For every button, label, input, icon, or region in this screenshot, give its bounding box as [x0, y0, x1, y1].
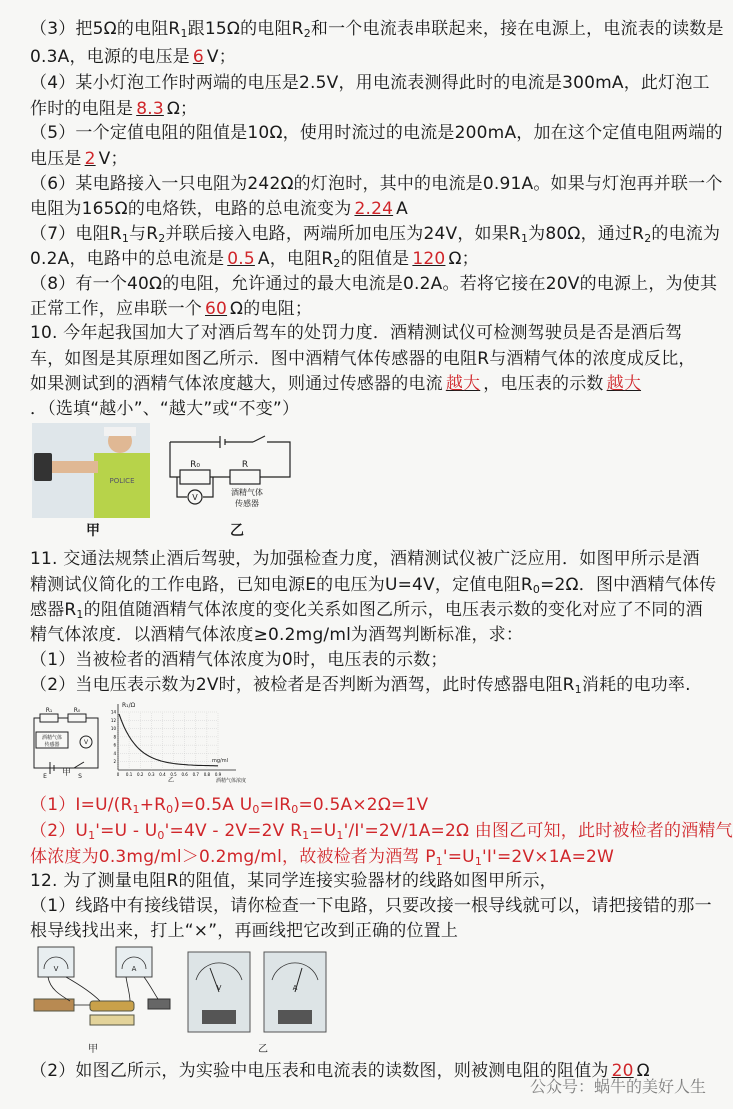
sensor-label-2: 传感器: [235, 499, 259, 508]
q11-fig-jia-caption: 甲: [62, 768, 72, 778]
q4-answer: 8.3: [136, 99, 164, 119]
q5-answer: 2: [84, 149, 96, 169]
q10-answer2: 越大: [606, 374, 642, 394]
ammeter-base: [278, 1010, 312, 1024]
q12-line4: （2）如图乙所示，为实验中电压表和电流表的读数图，则被测电阻的阻值为 20 Ω: [30, 1061, 650, 1081]
battery-pack: [90, 1015, 134, 1025]
q10-photo-figure: [32, 423, 150, 518]
wire-top-right: [260, 442, 290, 477]
q11-fig-yi-caption: 乙: [168, 777, 175, 784]
graph-x-label-2: 酒精气体浓度: [216, 778, 247, 784]
q11-graph-figure: [108, 700, 247, 785]
y-tick-label: 14: [110, 709, 116, 715]
r0-label: R₀: [73, 707, 81, 714]
x-tick-label: 0.7: [192, 772, 199, 777]
x-tick-label: 0.2: [137, 772, 144, 777]
voltmeter-base: [202, 1010, 236, 1024]
vest-text: POLICE: [109, 477, 135, 485]
q11-line3: 感器$R_1$的阻值随酒精气体浓度的变化关系如图乙所示，电压表示数的变化对应了不同的酒: [30, 600, 703, 621]
r1-curve: [119, 714, 218, 766]
switch: [148, 999, 170, 1009]
q12-fig-yi-caption: 乙: [258, 1044, 268, 1055]
breathalyzer-device: [34, 453, 52, 481]
wire-1: [48, 977, 70, 1001]
wire-left: [170, 442, 180, 477]
voltmeter-label: V: [192, 493, 198, 502]
q6-answer: 2.24: [354, 199, 394, 219]
x-tick-label: 0.1: [125, 772, 133, 777]
q10-fig-yi-caption: 乙: [230, 523, 244, 539]
switch-lever: [253, 436, 265, 442]
y-tick-label: 12: [110, 717, 116, 723]
q5-line1: （5）一个定值电阻的阻值是10Ω，使用时流过的电流是200mA，加在这个定值电阻两端的: [30, 123, 723, 143]
q5-line2: 电压是 2 V；: [30, 149, 128, 169]
q10-answer1: 越大: [445, 374, 481, 394]
q11-line6: （2）当电压表示数为2V时，被检者是否判断为酒驾，此时传感器电阻$R_1$消耗的电功率.: [30, 675, 691, 696]
x-tick-label: 0: [116, 772, 120, 777]
q12-line3: 根导线找出来，打上“×”，再画线把它改到正确的位置上: [30, 921, 459, 941]
q11-solution-1: $(1)I=U/(R_1+R_0)=0.5A$ $U_0=IR_0=0.5A\times 2\Omega=1V$: [30, 795, 429, 816]
q4-line2: 作时的电阻是 8.3 Ω；: [30, 99, 198, 119]
graph-grid: [118, 712, 218, 770]
r1-resistor: [40, 714, 58, 722]
switch-label: S: [78, 773, 82, 780]
sensor-label-1: 酒精气体: [41, 735, 63, 741]
q12-line2: （1）线路中有接线错误，请你检查一下电路，只要改接一根导线就可以，请把接错的那一: [30, 896, 712, 916]
battery-label: E: [43, 773, 47, 780]
q7-line1: （7）电阻$R_1$与$R_2$并联后接入电路，两端所加电压为24V，如果$R_1$为80Ω，通过$R_2$的电流为: [30, 224, 721, 245]
r0-resistor: [68, 714, 86, 722]
q12-line1: 12. 为了测量电阻R的阻值，某同学连接实验器材的线路如图甲所示，: [30, 871, 557, 891]
ammeter-symbol: A: [131, 965, 137, 973]
q10-line1: 10. 今年起我国加大了对酒后驾车的处罚力度．酒精测试仪可检测驾驶员是否是酒后驾: [30, 323, 683, 343]
sensor-label-2: 传感器: [44, 742, 60, 748]
resistor-r: [90, 1001, 134, 1011]
q7-answer2: 120: [412, 249, 446, 269]
q8-answer: 60: [205, 299, 228, 319]
reflective-vest: [94, 453, 150, 518]
q11-line2: 精测试仪简化的工作电路，已知电源E的电压为U=4V，定值电阻$R_0=2\Omega$．图中酒精气体传: [30, 575, 717, 596]
voltmeter-label: V: [83, 739, 89, 746]
q11-solution-3: 体浓度为0.3mg/ml＞0.2mg/ml，故被检者为酒驾 $P_1'=U_1'I'=2V\times 1A=2W$: [30, 847, 615, 868]
y-tick-label: 10: [110, 726, 116, 732]
wire-2: [66, 977, 100, 1001]
wire-4: [144, 977, 158, 999]
graph-x-label: mg/ml: [212, 758, 228, 764]
watermark: 公众号：蜗牛的美好人生: [529, 1077, 706, 1096]
x-tick-label: 0.4: [159, 772, 166, 777]
q10-fig-jia-caption: 甲: [86, 523, 100, 539]
officer-cap: [104, 427, 136, 436]
q7-answer1: 0.5: [227, 249, 255, 269]
q6-line2: 电阻为165Ω的电烙铁，电路的总电流变为 2.24 A: [30, 199, 408, 219]
ammeter-device: [116, 947, 152, 977]
q10-line4: ．（选填“越小”、“越大”或“不变”）: [30, 399, 300, 419]
q12-answer: 20: [611, 1061, 634, 1081]
q11-line4: 精气体浓度．以酒精气体浓度≥0.2mg/ml为酒驾判断标准，求：: [30, 625, 524, 645]
x-tick-label: 0.3: [148, 772, 155, 777]
q3-line1: （3）把5Ω的电阻$R_1$跟15Ω的电阻$R_2$和一个电流表串联起来，接在电源上，电流表的读数是: [30, 19, 724, 40]
q11-line1: 11. 交通法规禁止酒后驾驶，为加强检查力度，酒精测试仪被广泛应用．如图甲所示是酒: [30, 549, 700, 569]
y-tick-label: 4: [113, 750, 116, 756]
rheostat: [34, 999, 74, 1011]
r0-label: R₀: [190, 460, 200, 470]
q3-line2: 0.3A，电源的电压是 6 V；: [30, 47, 236, 67]
voltmeter-symbol: V: [53, 965, 59, 973]
q12-fig-jia-caption: 甲: [88, 1044, 98, 1055]
q10-line2: 车，如图是其原理如图乙所示．图中酒精气体传感器的电阻R与酒精气体的浓度成反比，: [30, 349, 696, 369]
q10-circuit-figure: [165, 432, 295, 512]
q12-ammeter-reading-figure: [262, 950, 332, 1035]
voltmeter-wire-right: [203, 477, 213, 497]
x-tick-label: 0.9: [214, 772, 222, 777]
voltmeter-wire-left: [177, 477, 187, 497]
wire-3: [126, 977, 130, 1001]
y-tick-label: 2: [113, 759, 116, 765]
ammeter-symbol: A: [292, 984, 298, 992]
voltmeter-symbol: V: [216, 984, 222, 992]
q11-solution-2: $(2)U_1'=U - U_0'=4V - 2V=2V$ $R_1=U_1'/I'=2V/1A=2\Omega$ 由图乙可知，此时被检者的酒精气: [30, 821, 733, 842]
r-label: R: [241, 460, 249, 470]
y-tick-label: 8: [113, 734, 116, 740]
x-tick-label: 0.8: [203, 772, 211, 777]
r1-label: R₁: [45, 707, 53, 714]
q3-answer: 6: [192, 47, 204, 67]
q6-line1: （6）某电路接入一只电阻为242Ω的灯泡时，其中的电流是0.91A。如果与灯泡再并联一个: [30, 174, 723, 194]
q10-line3: 如果测试到的酒精气体浓度越大，则通过传感器的电流 越大 ，电压表的示数 越大: [30, 371, 700, 397]
switch-lever: [74, 762, 84, 768]
q7-line2: 0.2A，电路中的总电流是 0.5 A，电阻$R_2$的阻值是 120 Ω；: [30, 249, 479, 270]
x-tick-label: 0.5: [170, 772, 177, 777]
sensor-resistor: [230, 470, 260, 484]
q12-apparatus-figure: [30, 945, 180, 1037]
q11-line5: （1）当被检者的酒精气体浓度为0时，电压表的示数；: [30, 650, 448, 670]
q4-line1: （4）某小灯泡工作时两端的电压是2.5V，用电流表测得此时的电流是300mA，此灯泡工: [30, 73, 710, 93]
y-tick-label: 6: [113, 742, 116, 748]
x-tick-label: 0.6: [181, 772, 188, 777]
sensor-label-1: 酒精气体: [231, 488, 263, 497]
graph-y-label: R₁/Ω: [122, 702, 136, 709]
y-tick-labels: [111, 710, 117, 765]
q8-line1: （8）有一个40Ω的电阻，允许通过的最大电流是0.2A。若将它接在20V的电源上，为使其: [30, 274, 718, 294]
q8-line2: 正常工作，应串联一个 60 Ω的电阻；: [30, 299, 313, 319]
voltmeter-device: [38, 947, 74, 977]
r0-resistor: [180, 470, 210, 484]
